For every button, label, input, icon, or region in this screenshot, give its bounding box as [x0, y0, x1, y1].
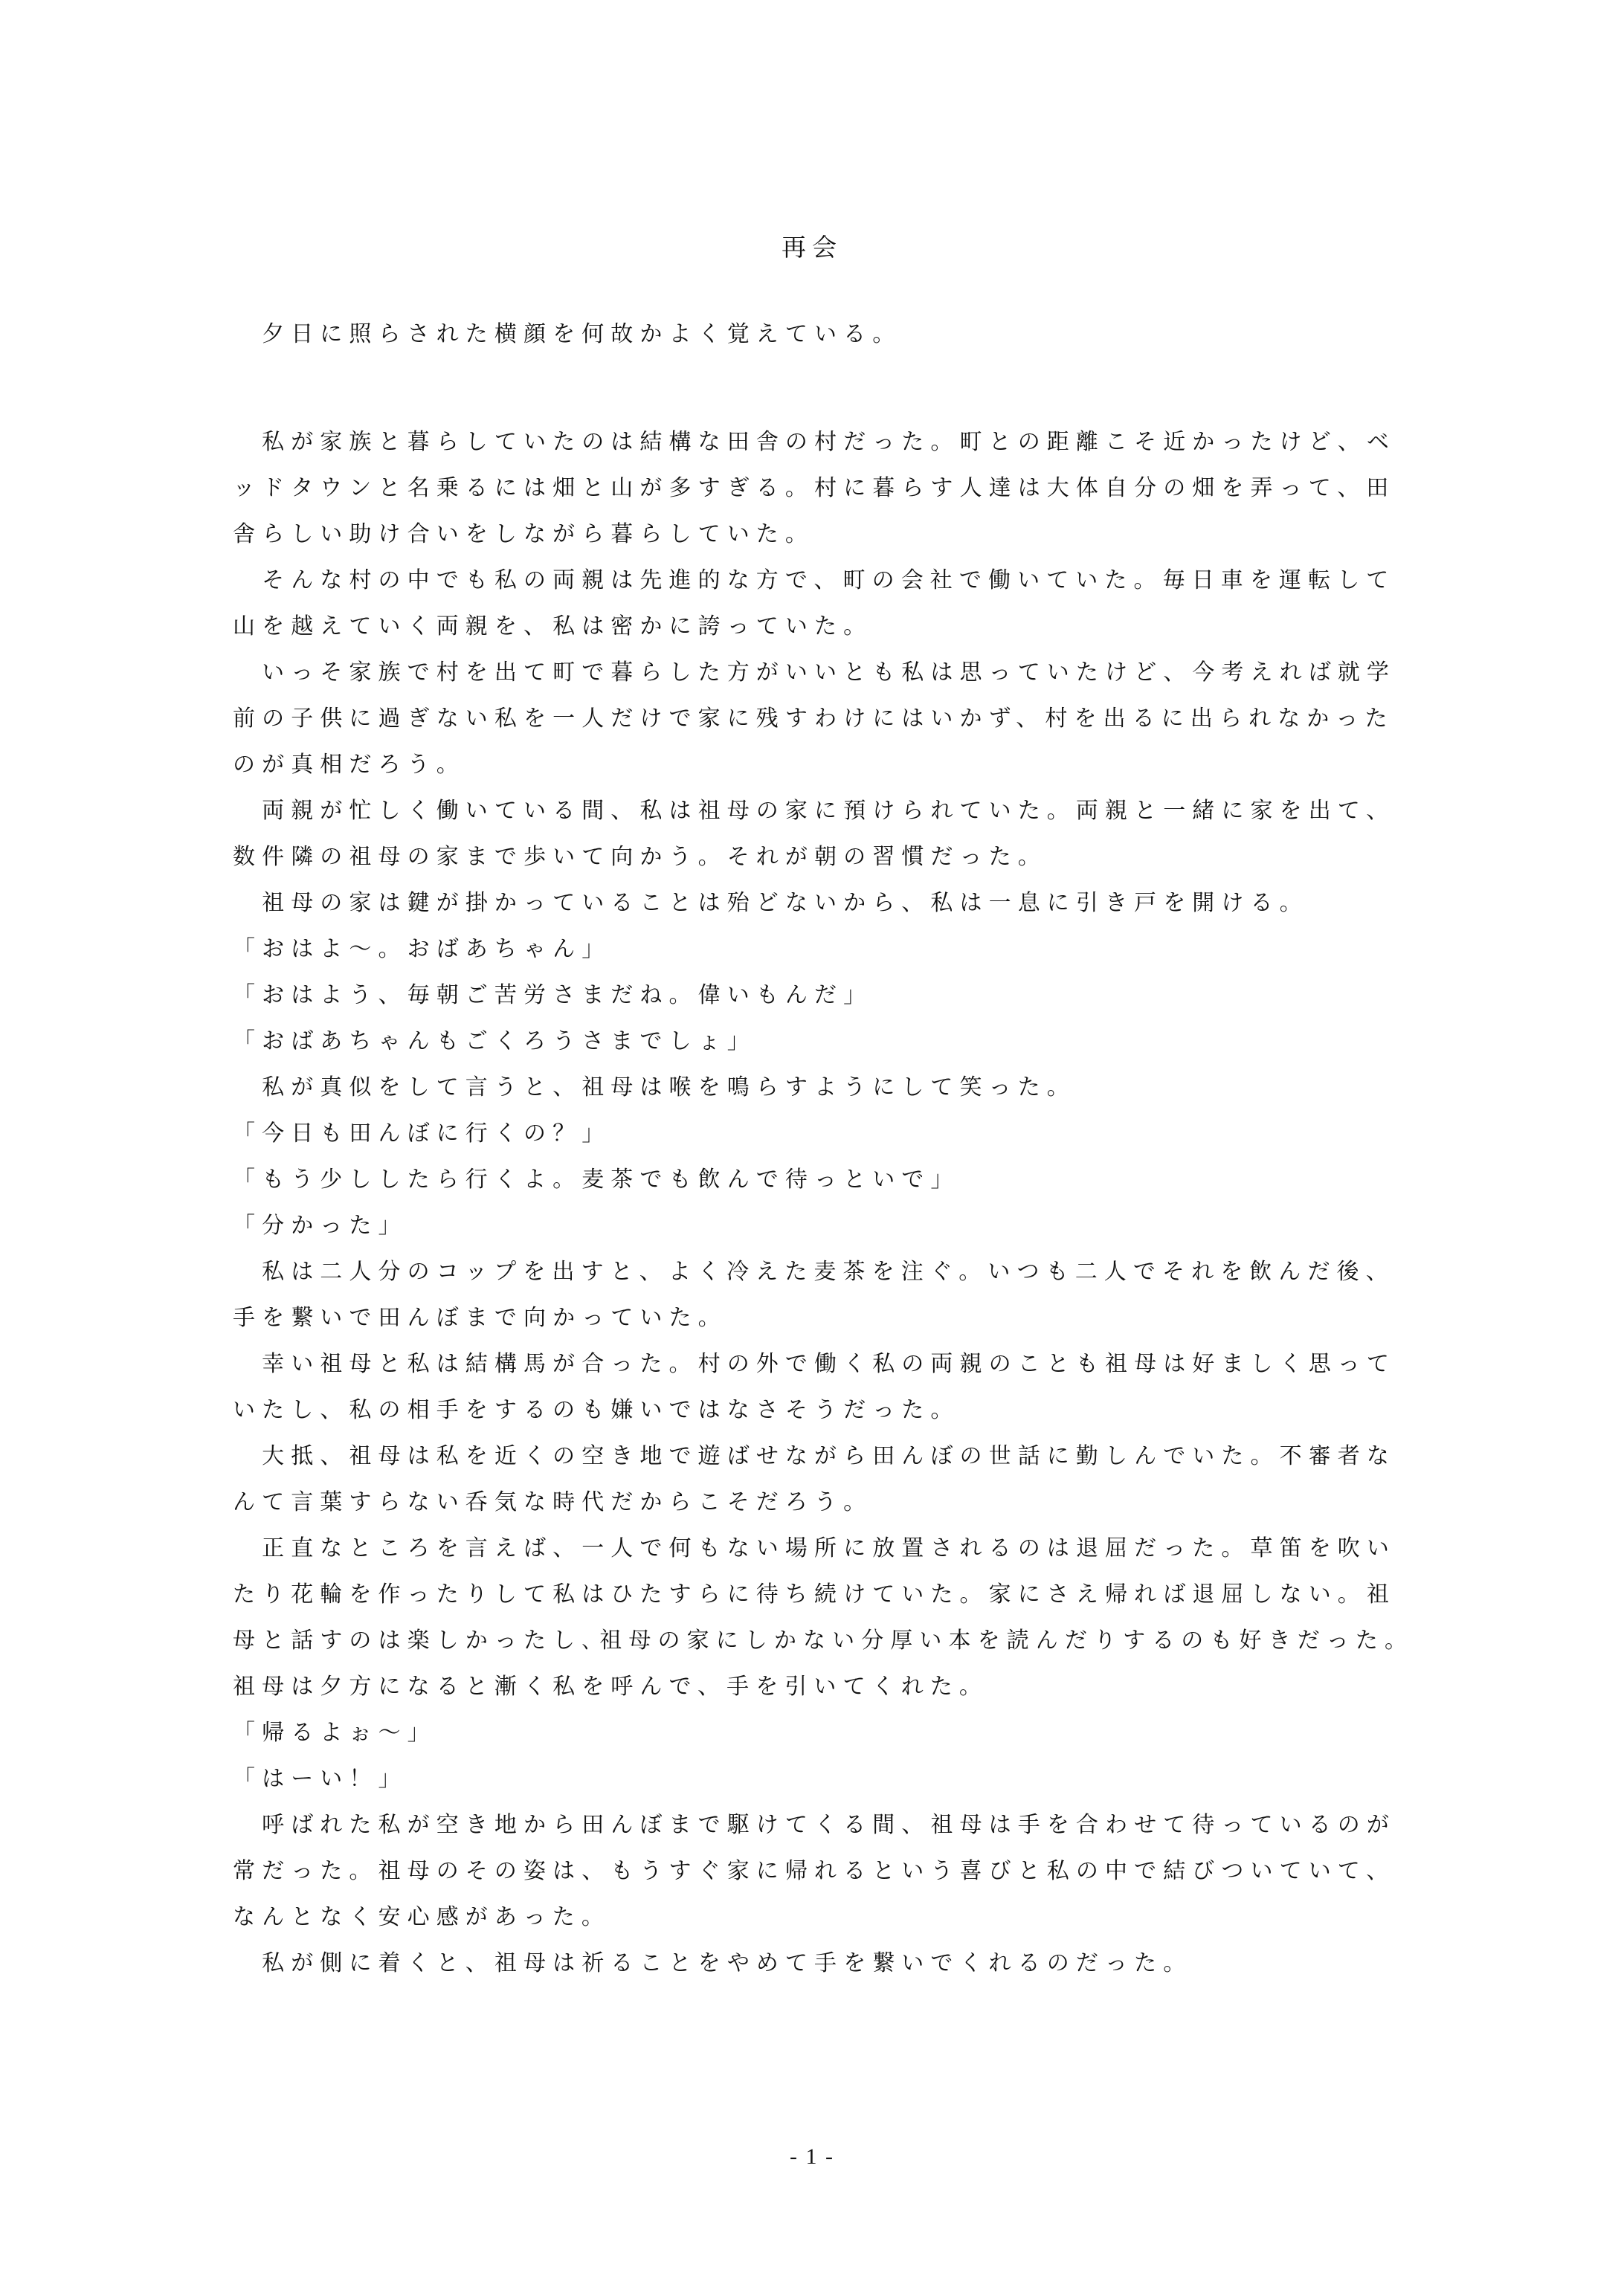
- text-line: 常だった。祖母のその姿は、もうすぐ家に帰れるという喜びと私の中で結びついていて、: [233, 1858, 1396, 1884]
- text-line: いたし、私の相手をするのも嫌いではなさそうだった。: [233, 1397, 960, 1423]
- page-number: - 1 -: [790, 2144, 834, 2169]
- text-line: 母と話すのは楽しかったし､祖母の家にしかない分厚い本を読んだりするのも好きだった。: [233, 1628, 1414, 1654]
- text-line: 「もう少ししたら行くよ。麦茶でも飲んで待っといで」: [233, 1167, 960, 1193]
- text-line: 数件隣の祖母の家まで歩いて向かう。それが朝の習慣だった。: [233, 844, 1047, 870]
- text-line: 「はーい！」: [233, 1766, 407, 1792]
- text-line: んて言葉すらない呑気な時代だからこそだろう。: [233, 1489, 873, 1515]
- text-line: 山を越えていく両親を、私は密かに誇っていた。: [233, 613, 873, 639]
- text-line: なんとなく安心感があった。: [233, 1904, 610, 1930]
- text-line: 「分かった」: [233, 1213, 407, 1239]
- text-line: のが真相だろう。: [233, 752, 465, 778]
- text-line: 祖母の家は鍵が掛かっていることは殆どないから、私は一息に引き戸を開ける。: [233, 890, 1309, 916]
- text-line: 「おはよう、毎朝ご苦労さまだね。偉いもんだ」: [233, 982, 873, 1008]
- text-line: 大抵、祖母は私を近くの空き地で遊ばせながら田んぼの世話に勤しんでいた。不審者な: [233, 1443, 1396, 1469]
- text-line: 手を繋いで田んぼまで向かっていた。: [233, 1305, 727, 1331]
- text-line: 「おばあちゃんもごくろうさまでしょ」: [233, 1028, 756, 1054]
- text-line: 舎らしい助け合いをしながら暮らしていた。: [233, 521, 814, 547]
- text-line: 呼ばれた私が空き地から田んぼまで駆けてくる間、祖母は手を合わせて待っているのが: [233, 1812, 1396, 1838]
- text-line: 「おはよ～。おばあちゃん」: [233, 936, 611, 962]
- story-title: 再会: [782, 233, 842, 262]
- text-line: 私が側に着くと、祖母は祈ることをやめて手を繋いでくれるのだった。: [233, 1950, 1193, 1976]
- text-line: 私は二人分のコップを出すと、よく冷えた麦茶を注ぐ。いつも二人でそれを飲んだ後、: [233, 1259, 1395, 1285]
- text-line: 夕日に照らされた横顔を何故かよく覚えている。: [233, 321, 902, 347]
- text-line: たり花輪を作ったりして私はひたすらに待ち続けていた。家にさえ帰れば退屈しない。祖: [233, 1581, 1396, 1607]
- text-line: ッドタウンと名乗るには畑と山が多すぎる。村に暮らす人達は大体自分の畑を弄って、田: [233, 475, 1396, 501]
- text-line: 幸い祖母と私は結構馬が合った。村の外で働く私の両親のことも祖母は好ましく思って: [233, 1351, 1396, 1377]
- text-line: 私が真似をして言うと、祖母は喉を鳴らすようにして笑った。: [233, 1074, 1076, 1100]
- text-line: 祖母は夕方になると漸く私を呼んで、手を引いてくれた。: [233, 1674, 988, 1700]
- text-line: 正直なところを言えば、一人で何もない場所に放置されるのは退屈だった。草笛を吹い: [233, 1535, 1396, 1561]
- text-line: いっそ家族で村を出て町で暮らした方がいいとも私は思っていたけど、今考えれば就学: [233, 660, 1396, 686]
- text-line: 「帰るよぉ～」: [233, 1720, 436, 1746]
- text-line: そんな村の中でも私の両親は先進的な方で、町の会社で働いていた。毎日車を運転して: [233, 567, 1396, 593]
- text-line: 「今日も田んぼに行くの？」: [233, 1120, 611, 1147]
- text-line: 両親が忙しく働いている間、私は祖母の家に預けられていた。両親と一緒に家を出て、: [233, 798, 1396, 824]
- text-line: 前の子供に過ぎない私を一人だけで家に残すわけにはいかず、村を出るに出られなかった: [233, 706, 1394, 732]
- text-line: 私が家族と暮らしていたのは結構な田舎の村だった。町との距離こそ近かったけど、ベ: [233, 429, 1396, 455]
